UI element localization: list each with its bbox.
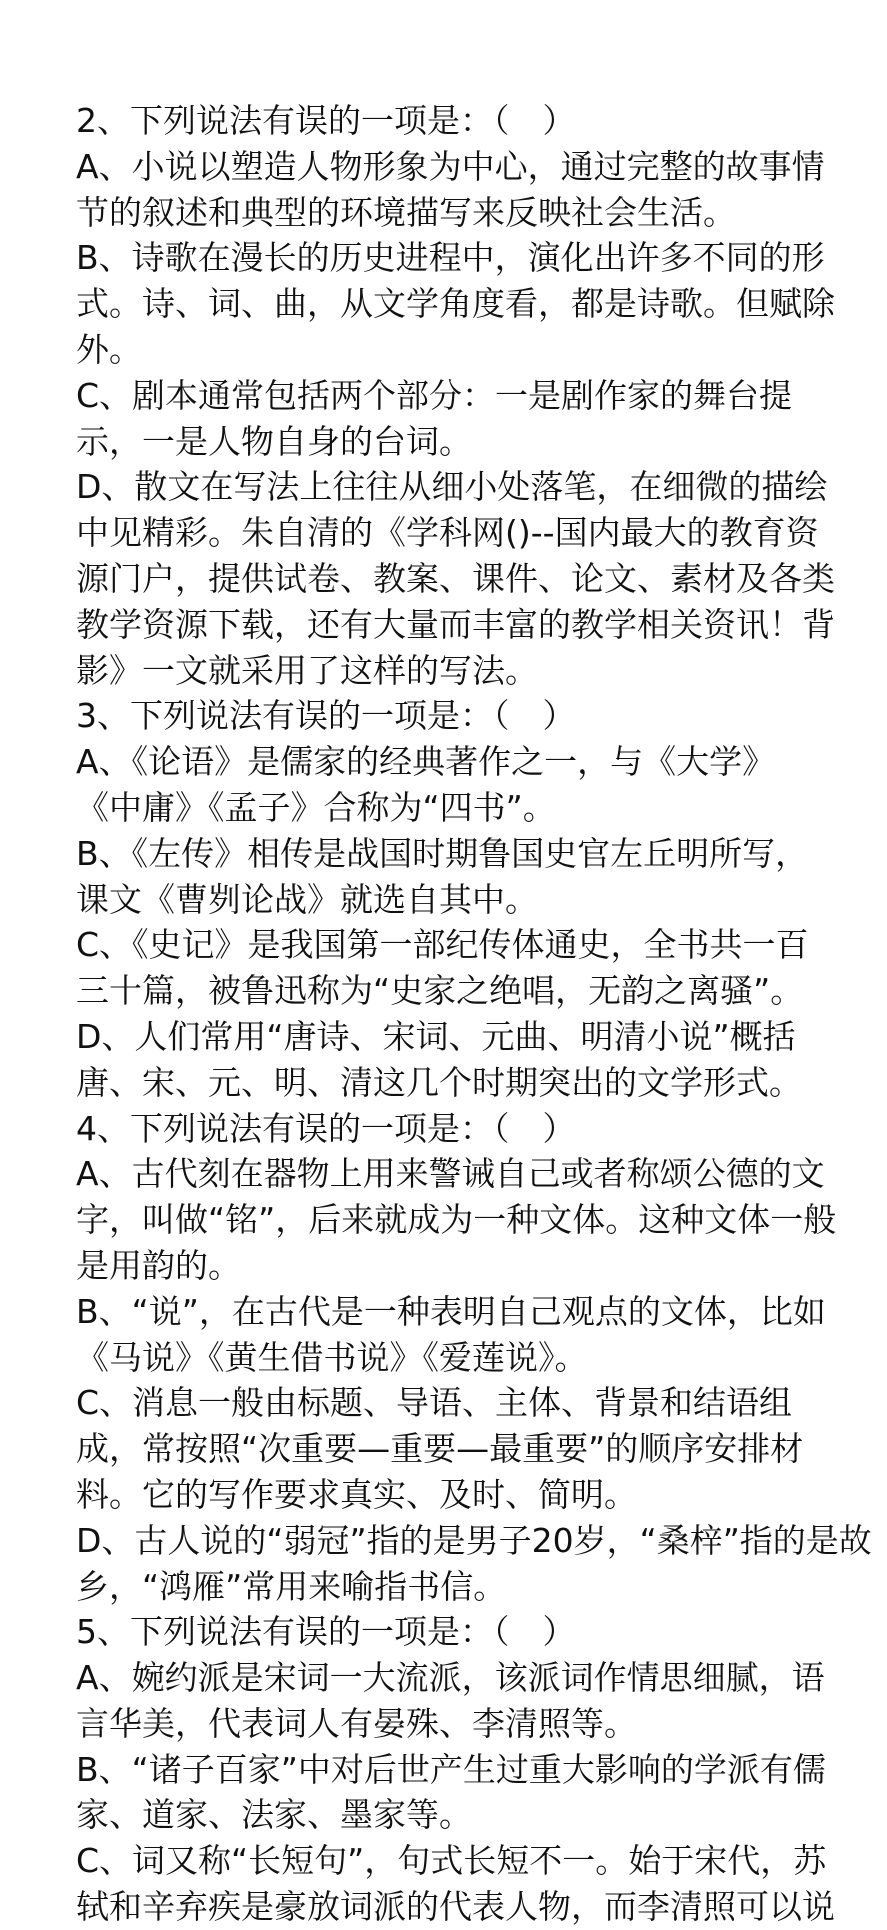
document-page — [76, 98, 872, 1930]
text-line: C、词又称“长短句”，句式长短不一。始于宋代，苏 — [76, 1841, 827, 1881]
text-line: 乡，“鸿雁”常用来喻指书信。 — [76, 1566, 507, 1606]
text-line: 教学资源下载，还有大量而丰富的教学相关资讯！背 — [76, 604, 835, 644]
text-line: A、古代刻在器物上用来警诫自己或者称颂公德的文 — [76, 1154, 825, 1194]
text-line: 轼和辛弃疾是豪放词派的代表人物，而李清照可以说 — [76, 1887, 835, 1927]
text-line: D、古人说的“弱冠”指的是男子20岁，“桑梓”指的是故 — [76, 1520, 872, 1560]
text-line: 唐、宋、元、明、清这几个时期突出的文学形式。 — [76, 1062, 802, 1102]
text-line: 是用韵的。 — [76, 1245, 241, 1285]
text-line: A、《论语》是儒家的经典著作之一，与《大学》 — [76, 742, 776, 782]
text-line: B、诗歌在漫长的历史进程中，演化出许多不同的形 — [76, 238, 825, 278]
text-line: 3、下列说法有误的一项是：（ ） — [76, 696, 576, 736]
text-line: 《中庸》《孟子》合称为“四书”。 — [76, 787, 556, 827]
text-line: 家、道家、法家、墨家等。 — [76, 1795, 472, 1835]
text-line: C、《史记》是我国第一部纪传体通史，全书共一百 — [76, 925, 809, 965]
text-line: D、人们常用“唐诗、宋词、元曲、明清小说”概括 — [76, 1016, 796, 1056]
text-line: 4、下列说法有误的一项是：（ ） — [76, 1108, 576, 1148]
text-line: A、婉约派是宋词一大流派，该派词作情思细腻，语 — [76, 1658, 825, 1698]
text-line: 示，一是人物自身的台词。 — [76, 421, 472, 461]
text-line: A、小说以塑造人物形象为中心，通过完整的故事情 — [76, 146, 825, 186]
text-line: 成，常按照“次重要—重要—最重要”的顺序安排材 — [76, 1429, 804, 1469]
text-line: B、“诸子百家”中对后世产生过重大影响的学派有儒 — [76, 1749, 826, 1789]
text-line: B、《左传》相传是战国时期鲁国史官左丘明所写， — [76, 833, 809, 873]
text-line: 言华美，代表词人有晏殊、李清照等。 — [76, 1703, 637, 1743]
text-line: 《马说》《黄生借书说》《爱莲说》。 — [76, 1337, 588, 1377]
text-line: 三十篇，被鲁迅称为“史家之绝唱，无韵之离骚”。 — [76, 971, 804, 1011]
text-line: 源门户，提供试卷、教案、课件、论文、素材及各类 — [76, 558, 835, 598]
text-line: 中见精彩。朱自清的《学科网()--国内最大的教育资 — [76, 513, 819, 553]
text-line: 字，叫做“铭”，后来就成为一种文体。这种文体一般 — [76, 1200, 837, 1240]
text-line: 节的叙述和典型的环境描写来反映社会生活。 — [76, 192, 736, 232]
text-line: C、剧本通常包括两个部分：一是剧作家的舞台提 — [76, 375, 793, 415]
text-line: 2、下列说法有误的一项是：（ ） — [76, 101, 576, 140]
text-line: 外。 — [76, 329, 142, 369]
text-line: 5、下列说法有误的一项是：（ ） — [76, 1612, 576, 1652]
text-line: 课文《曹刿论战》就选自其中。 — [76, 879, 538, 919]
text-line: C、消息一般由标题、导语、主体、背景和结语组 — [76, 1383, 793, 1423]
text-line: D、散文在写法上往往从细小处落笔，在细微的描绘 — [76, 467, 828, 507]
text-line: B、“说”，在古代是一种表明自己观点的文体，比如 — [76, 1291, 826, 1331]
text-line: 影》一文就采用了这样的写法。 — [76, 650, 538, 690]
text-line: 式。诗、词、曲，从文学角度看，都是诗歌。但赋除 — [76, 284, 835, 324]
text-line: 料。它的写作要求真实、及时、简明。 — [76, 1474, 637, 1514]
